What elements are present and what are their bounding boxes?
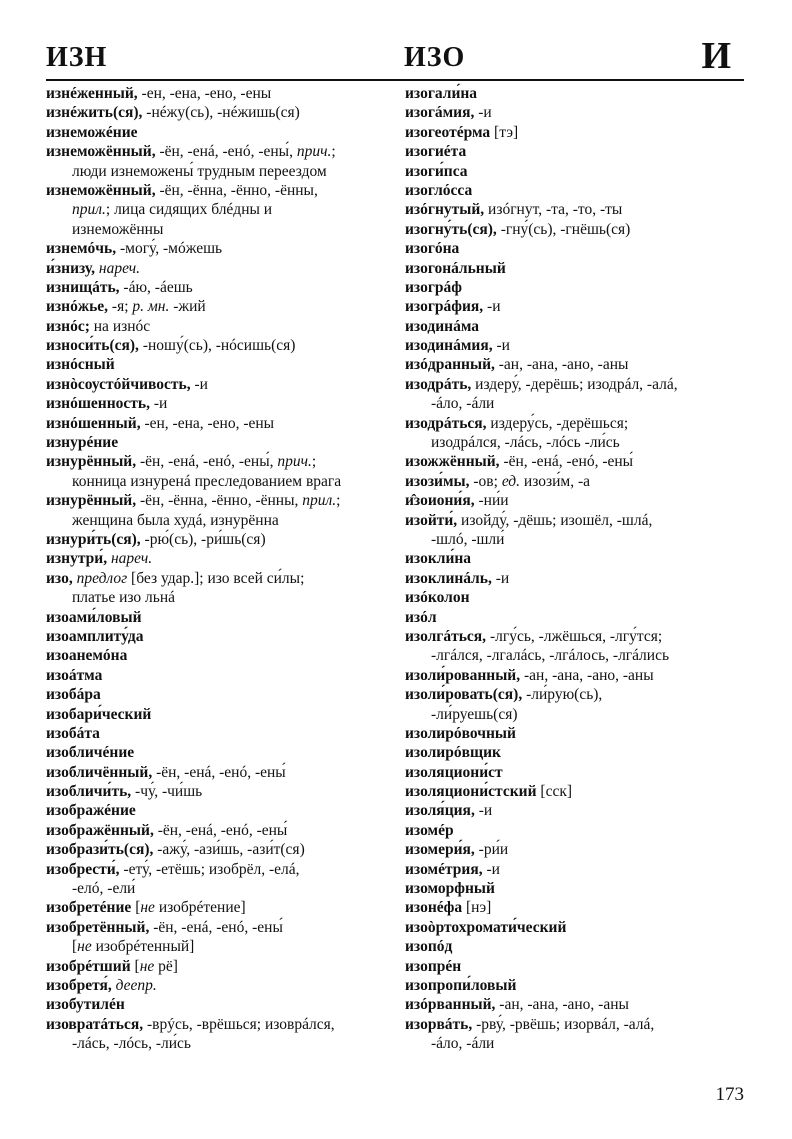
entry-headword: изóл bbox=[405, 608, 437, 626]
dictionary-entry bbox=[46, 685, 396, 704]
entry-forms: -ов; bbox=[469, 472, 502, 490]
entry-headword: изопóд bbox=[405, 938, 453, 956]
entry-headword: изогóна bbox=[405, 240, 460, 258]
entry-label: нареч. bbox=[98, 259, 141, 277]
entry-headword: изнури́ть(ся), bbox=[46, 530, 141, 548]
dictionary-entry bbox=[46, 491, 396, 510]
entry-headword: изопропи́ловый bbox=[405, 976, 517, 994]
entry-forms: -лгу́сь, -лжёшься, -лгу́тся; bbox=[486, 627, 663, 645]
dictionary-entry bbox=[46, 743, 396, 762]
entry-headword: изоля́ция, bbox=[405, 802, 475, 820]
entry-headword: изнóжье, bbox=[46, 298, 109, 316]
entry-headword: изогиéта bbox=[405, 143, 467, 161]
dictionary-entry bbox=[46, 394, 396, 413]
dictionary-entry bbox=[405, 918, 750, 937]
entry-forms: -врýсь, -врёшься; изоврáлся, bbox=[143, 1015, 335, 1033]
dictionary-entry bbox=[405, 937, 750, 956]
entry-headword: изомéтрия, bbox=[405, 860, 483, 878]
entry-headword: изнурённый, bbox=[46, 492, 137, 510]
entry-forms: -шлó, -шли́ bbox=[431, 530, 505, 548]
dictionary-entry bbox=[405, 278, 750, 297]
entry-forms: -ён, -енá, -енó, -ены́ bbox=[153, 821, 288, 839]
entry-headword: изогну́ть(ся), bbox=[405, 220, 497, 238]
section-letter: И bbox=[701, 35, 732, 77]
dictionary-entry bbox=[405, 472, 750, 491]
entry-continuation-line bbox=[46, 511, 396, 530]
entry-headword: изнéженный, bbox=[46, 85, 138, 102]
entry-forms: [ bbox=[131, 899, 141, 917]
dictionary-entry bbox=[405, 491, 750, 510]
entry-label: не bbox=[140, 899, 155, 917]
dictionary-entry bbox=[46, 821, 396, 840]
entry-headword: изнóшенный, bbox=[46, 414, 141, 432]
dictionary-entry bbox=[46, 530, 396, 549]
entry-forms: -ли́руешь(ся) bbox=[431, 705, 518, 723]
dictionary-entry bbox=[46, 103, 396, 122]
dictionary-entry bbox=[405, 181, 750, 200]
entry-continuation-line bbox=[46, 162, 396, 181]
entry-forms: -и bbox=[149, 395, 168, 413]
right-column bbox=[405, 84, 750, 1054]
entry-headword: изогрáфия, bbox=[405, 298, 484, 316]
dictionary-entry bbox=[405, 220, 750, 239]
dictionary-entry bbox=[405, 685, 750, 704]
entry-forms: -ён, -енá, -енó, -ены́ bbox=[499, 453, 634, 471]
dictionary-entry bbox=[46, 995, 396, 1014]
dictionary-entry bbox=[405, 142, 750, 161]
entry-headword: изобутилéн bbox=[46, 996, 125, 1014]
entry-forms: -ли́рую(сь), bbox=[522, 686, 603, 704]
entry-headword: изнóшенность, bbox=[46, 395, 150, 413]
entry-headword: изокли́на bbox=[405, 550, 472, 568]
entry-forms: -гну́(сь), -гнёшь(ся) bbox=[496, 220, 631, 238]
entry-headword: изнеможéние bbox=[46, 123, 138, 141]
entry-continuation-line bbox=[405, 394, 750, 413]
dictionary-entry bbox=[46, 84, 396, 103]
dictionary-entry bbox=[405, 317, 750, 336]
entry-forms: -ан, -ана, -ано, -аны bbox=[495, 996, 629, 1014]
entry-headword: изоги́пса bbox=[405, 162, 468, 180]
entry-headword: изнурённый, bbox=[46, 453, 137, 471]
entry-label: нареч. bbox=[110, 550, 153, 568]
entry-forms: -и bbox=[474, 802, 493, 820]
dictionary-entry bbox=[46, 840, 396, 859]
dictionary-entry bbox=[405, 569, 750, 588]
entry-forms: -я; bbox=[108, 298, 133, 316]
entry-forms: изойду́, -дёшь; изошёл, -шлá, bbox=[457, 511, 653, 529]
entry-forms: -ён, -ённа, -ённо, -ённы, bbox=[136, 492, 303, 510]
entry-forms-tail: -жий bbox=[169, 298, 206, 316]
entry-headword: износи́ть(ся), bbox=[46, 337, 139, 355]
entry-forms: -ён, -енá, -енó, -ены́ bbox=[152, 763, 286, 781]
dictionary-entry bbox=[405, 259, 750, 278]
entry-forms: -ан, -ана, -ано, -аны bbox=[520, 666, 654, 684]
entry-continuation-line bbox=[405, 705, 750, 724]
entry-headword: изнеможённый, bbox=[46, 181, 156, 199]
entry-forms: -áю, -áешь bbox=[119, 278, 193, 296]
entry-headword: изогáмия, bbox=[405, 104, 475, 122]
entry-forms: -и bbox=[190, 375, 208, 393]
entry-headword: изобáра bbox=[46, 686, 101, 704]
entry-headword: изображённый, bbox=[46, 821, 154, 839]
entry-headword: изогрáф bbox=[405, 278, 462, 296]
entry-headword: изоòртохромати́ческий bbox=[405, 918, 567, 936]
dictionary-entry bbox=[405, 840, 750, 859]
page-number: 173 bbox=[715, 1084, 744, 1105]
dictionary-entry bbox=[46, 1015, 396, 1034]
dictionary-entry bbox=[46, 297, 396, 316]
entry-forms: -áло, -áли bbox=[431, 395, 495, 413]
page-header bbox=[46, 35, 744, 78]
entry-forms: -ён, -енá, -енó, -ены́, bbox=[155, 143, 297, 161]
dictionary-entry bbox=[46, 608, 396, 627]
entry-forms: изóгнут, -та, -то, -ты bbox=[484, 201, 623, 219]
entry-headword: изоли́ровать(ся), bbox=[405, 686, 523, 704]
dictionary-entry bbox=[405, 239, 750, 258]
entry-label: предлог bbox=[76, 569, 128, 587]
dictionary-entry bbox=[46, 239, 396, 258]
entry-headword: изóгнутый, bbox=[405, 201, 485, 219]
dictionary-entry bbox=[405, 336, 750, 355]
dictionary-entry bbox=[405, 627, 750, 646]
entry-headword: изойти́, bbox=[405, 511, 458, 529]
entry-headword: изнéжить(ся), bbox=[46, 104, 143, 122]
entry-forms-tail: изози́м, -а bbox=[520, 472, 591, 490]
entry-headword: изóколон bbox=[405, 589, 470, 607]
dictionary-entry bbox=[405, 666, 750, 685]
dictionary-entry bbox=[46, 375, 396, 394]
entry-headword: изнеможённый, bbox=[46, 143, 156, 161]
entry-headword: изомери́я, bbox=[405, 841, 475, 859]
entry-headword: изодинáмия, bbox=[405, 337, 493, 355]
entry-forms: -ён, -ённа, -ённо, -ённы, bbox=[155, 181, 318, 199]
entry-forms: -и bbox=[492, 337, 510, 355]
dictionary-entry bbox=[405, 452, 750, 471]
dictionary-entry bbox=[46, 918, 396, 937]
dictionary-entry bbox=[405, 957, 750, 976]
dictionary-entry bbox=[405, 588, 750, 607]
dictionary-entry bbox=[46, 549, 396, 568]
dictionary-entry bbox=[46, 181, 396, 200]
entry-headword: изоанемóна bbox=[46, 647, 128, 665]
dictionary-entry bbox=[46, 860, 396, 879]
entry-headword: изоáтма bbox=[46, 666, 103, 684]
entry-forms: изнеможённы bbox=[72, 220, 164, 238]
entry-continuation-line bbox=[46, 220, 396, 239]
dictionary-entry bbox=[405, 200, 750, 219]
entry-headword: изогали́на bbox=[405, 85, 478, 102]
entry-headword: изовратáться, bbox=[46, 1015, 144, 1033]
dictionary-entry bbox=[405, 549, 750, 568]
entry-label: р. мн. bbox=[132, 298, 170, 316]
dictionary-entry bbox=[46, 976, 396, 995]
entry-forms-tail: ; лица сидящих блéдны и bbox=[105, 201, 273, 219]
entry-headword: изоклинáль, bbox=[405, 569, 492, 587]
entry-continuation-line bbox=[405, 1034, 750, 1053]
dictionary-entry bbox=[405, 123, 750, 142]
entry-headword: изóдранный, bbox=[405, 356, 495, 374]
entry-forms: [ bbox=[72, 938, 78, 956]
entry-forms: -и bbox=[474, 104, 492, 122]
entry-forms: -нéжу(сь), -нéжишь(ся) bbox=[142, 104, 300, 122]
entry-headword: изоморфный bbox=[405, 880, 495, 898]
dictionary-entry bbox=[46, 278, 396, 297]
dictionary-entry bbox=[46, 336, 396, 355]
entry-forms: -ни́и bbox=[474, 492, 509, 510]
running-head-center: ИЗО bbox=[404, 42, 466, 73]
dictionary-entry bbox=[46, 259, 396, 278]
entry-headword: изобрази́ть(ся), bbox=[46, 841, 154, 859]
entry-forms: -могу́, -мóжешь bbox=[116, 240, 223, 258]
entry-continuation-line bbox=[405, 530, 750, 549]
entry-label: не bbox=[77, 938, 92, 956]
entry-headword: изобличéние bbox=[46, 744, 135, 762]
entry-headword: изобари́ческий bbox=[46, 705, 152, 723]
entry-continuation-line bbox=[46, 472, 396, 491]
dictionary-entry bbox=[46, 142, 396, 161]
dictionary-entry bbox=[46, 666, 396, 685]
entry-headword: изобрести́, bbox=[46, 860, 120, 878]
dictionary-entry bbox=[46, 627, 396, 646]
entry-headword: изобретённый, bbox=[46, 918, 150, 936]
entry-headword: изогеотéрма bbox=[405, 123, 491, 141]
entry-label: прич. bbox=[296, 143, 332, 161]
entry-headword: изобличи́ть, bbox=[46, 783, 132, 801]
entry-headword: изолирóвщик bbox=[405, 744, 501, 762]
entry-forms-tail: ; bbox=[311, 453, 317, 471]
entry-forms: [тэ] bbox=[490, 123, 519, 141]
entry-headword: изнищáть, bbox=[46, 278, 120, 296]
entry-forms: люди изнеможены́ трудным переездом bbox=[72, 162, 327, 180]
entry-forms-tail: изобрéтение] bbox=[154, 899, 246, 917]
entry-headword: изнòсоустóйчивость, bbox=[46, 375, 191, 393]
entry-forms: -и bbox=[483, 298, 501, 316]
dictionary-entry bbox=[405, 879, 750, 898]
dictionary-entry bbox=[405, 103, 750, 122]
dictionary-entry bbox=[46, 898, 396, 917]
entry-headword: изонéфа bbox=[405, 899, 463, 917]
entry-forms: [нэ] bbox=[462, 899, 492, 917]
entry-headword: изнóс; bbox=[46, 317, 90, 335]
entry-forms: конница изнуренá преследованием врага bbox=[72, 472, 342, 490]
entry-forms: женщина была худá, изнурённа bbox=[72, 511, 279, 529]
dictionary-entry bbox=[46, 452, 396, 471]
entry-headword: изобличённый, bbox=[46, 763, 153, 781]
entry-forms: издеру́сь, -дерёшься; bbox=[486, 414, 629, 432]
dictionary-entry bbox=[405, 355, 750, 374]
entry-forms: -елó, -ели́ bbox=[72, 880, 136, 898]
entry-forms: издеру́, -дерёшь; изодрáл, -алá, bbox=[471, 375, 678, 393]
entry-label: ед. bbox=[501, 472, 521, 490]
entry-headword: изнемóчь, bbox=[46, 240, 117, 258]
entry-forms-tail: ; bbox=[331, 143, 336, 161]
entry-headword: изобретя́, bbox=[46, 976, 112, 994]
dictionary-entry bbox=[405, 860, 750, 879]
entry-continuation-line bbox=[405, 433, 750, 452]
entry-headword: изоляциони́стский bbox=[405, 783, 537, 801]
dictionary-entry bbox=[405, 84, 750, 103]
dictionary-entry bbox=[405, 801, 750, 820]
entry-forms: -ношу́(сь), -нóсишь(ся) bbox=[138, 337, 296, 355]
dictionary-entry bbox=[46, 763, 396, 782]
entry-forms: [сск] bbox=[536, 783, 573, 801]
dictionary-entry bbox=[405, 511, 750, 530]
entry-continuation-line bbox=[46, 588, 396, 607]
dictionary-entry bbox=[46, 317, 396, 336]
entry-continuation-line bbox=[46, 1034, 396, 1053]
dictionary-entry bbox=[46, 414, 396, 433]
entry-label: прил. bbox=[72, 201, 106, 219]
entry-forms: -ен, -ена, -ено, -ены bbox=[140, 414, 275, 432]
dictionary-entry bbox=[46, 705, 396, 724]
entry-label: деепр. bbox=[115, 976, 157, 994]
dictionary-entry bbox=[46, 646, 396, 665]
dictionary-entry bbox=[46, 433, 396, 452]
entry-headword: изодрáть, bbox=[405, 375, 472, 393]
entry-forms: -ён, -енá, -енó, -ены́, bbox=[136, 453, 278, 471]
entry-continuation-line bbox=[405, 646, 750, 665]
dictionary-entry bbox=[405, 898, 750, 917]
entry-label: прич. bbox=[277, 453, 312, 471]
dictionary-entry bbox=[405, 724, 750, 743]
entry-headword: изоляциони́ст bbox=[405, 763, 503, 781]
entry-forms-tail: рё] bbox=[154, 957, 178, 975]
dictionary-entry bbox=[405, 297, 750, 316]
entry-forms: -ету́, -етёшь; изобрёл, -елá, bbox=[119, 860, 300, 878]
dictionary-entry bbox=[405, 375, 750, 394]
entry-headword: изоглóсса bbox=[405, 181, 473, 199]
dictionary-entry bbox=[46, 957, 396, 976]
entry-forms: -и bbox=[491, 569, 510, 587]
dictionary-entry bbox=[405, 995, 750, 1014]
entry-headword: изодинáма bbox=[405, 317, 480, 335]
dictionary-entry bbox=[46, 724, 396, 743]
entry-headword: изобáта bbox=[46, 724, 100, 742]
dictionary-entry bbox=[46, 569, 396, 588]
entry-forms: -лгáлся, -лгалáсь, -лгáлось, -лгáлись bbox=[431, 647, 670, 665]
entry-headword: изомéр bbox=[405, 821, 454, 839]
entry-forms: -ен, -ена, -ено, -ены bbox=[137, 85, 272, 102]
entry-headword: изози́мы, bbox=[405, 472, 470, 490]
dictionary-entry bbox=[405, 976, 750, 995]
entry-forms: -рву́, -рвёшь; изорвáл, -алá, bbox=[472, 1015, 655, 1033]
dictionary-entry bbox=[46, 355, 396, 374]
entry-continuation-line bbox=[46, 200, 396, 219]
dictionary-entry bbox=[405, 414, 750, 433]
dictionary-entry bbox=[405, 162, 750, 181]
dictionary-entry bbox=[405, 782, 750, 801]
entry-headword: изожжённый, bbox=[405, 453, 500, 471]
entry-headword: изóрванный, bbox=[405, 996, 496, 1014]
entry-headword: изорвáть, bbox=[405, 1015, 473, 1033]
entry-forms-tail: ; bbox=[336, 492, 341, 510]
entry-forms: -ри́и bbox=[474, 841, 509, 859]
entry-forms: изодрáлся, -лáсь, -лóсь -ли́сь bbox=[431, 434, 620, 452]
entry-headword: изображéние bbox=[46, 802, 136, 820]
entry-label: не bbox=[139, 957, 155, 975]
left-column bbox=[46, 84, 396, 1054]
entry-headword: и̂зоиони́я, bbox=[405, 492, 475, 510]
entry-headword: изодрáться, bbox=[405, 414, 487, 432]
entry-forms: -ажу́, -ази́шь, -ази́т(ся) bbox=[153, 841, 305, 859]
entry-forms-tail: [без удар.]; изо всей си́лы; bbox=[127, 569, 305, 587]
entry-headword: изоли́рованный, bbox=[405, 666, 521, 684]
dictionary-entry bbox=[405, 1015, 750, 1034]
entry-continuation-line bbox=[46, 937, 396, 956]
entry-headword: изобрéтший bbox=[46, 957, 131, 975]
entry-headword: изолирóвочный bbox=[405, 724, 516, 742]
entry-forms: -áло, -áли bbox=[431, 1035, 495, 1053]
dictionary-entry bbox=[405, 821, 750, 840]
dictionary-entry bbox=[46, 123, 396, 142]
entry-forms: -ён, -енá, -енó, -ены́ bbox=[149, 918, 283, 936]
entry-forms: на изнóс bbox=[89, 317, 151, 335]
entry-headword: изогонáльный bbox=[405, 259, 506, 277]
entry-forms: -рю́(сь), -ри́шь(ся) bbox=[140, 530, 266, 548]
dictionary-entry bbox=[405, 608, 750, 627]
dictionary-entry bbox=[46, 801, 396, 820]
entry-headword: изо, bbox=[46, 569, 73, 587]
entry-forms-tail: изобрéтенный] bbox=[91, 938, 195, 956]
entry-label: прил. bbox=[302, 492, 337, 510]
entry-headword: изоами́ловый bbox=[46, 608, 142, 626]
entry-forms: [ bbox=[130, 957, 140, 975]
entry-headword: изобретéние bbox=[46, 899, 132, 917]
entry-headword: изнурéние bbox=[46, 434, 119, 452]
dictionary-entry bbox=[405, 763, 750, 782]
dictionary-entry bbox=[46, 782, 396, 801]
running-head-left: ИЗН bbox=[46, 42, 108, 73]
entry-continuation-line bbox=[46, 879, 396, 898]
header-rule bbox=[46, 79, 744, 81]
entry-forms: -лáсь, -лóсь, -ли́сь bbox=[72, 1035, 191, 1053]
entry-headword: изолгáться, bbox=[405, 627, 487, 645]
entry-forms: -и bbox=[482, 860, 500, 878]
entry-forms: -ан, -ана, -ано, -аны bbox=[494, 356, 629, 374]
dictionary-entry bbox=[405, 743, 750, 762]
entry-headword: и́знизу, bbox=[46, 259, 95, 277]
entry-headword: изнутри́, bbox=[46, 550, 108, 568]
entry-headword: изоамплиту́да bbox=[46, 627, 144, 645]
entry-headword: изнóсный bbox=[46, 356, 115, 374]
entry-forms: -чу́, -чи́шь bbox=[131, 783, 203, 801]
entry-forms: платье изо льнá bbox=[72, 589, 176, 607]
entry-headword: изопрéн bbox=[405, 957, 462, 975]
